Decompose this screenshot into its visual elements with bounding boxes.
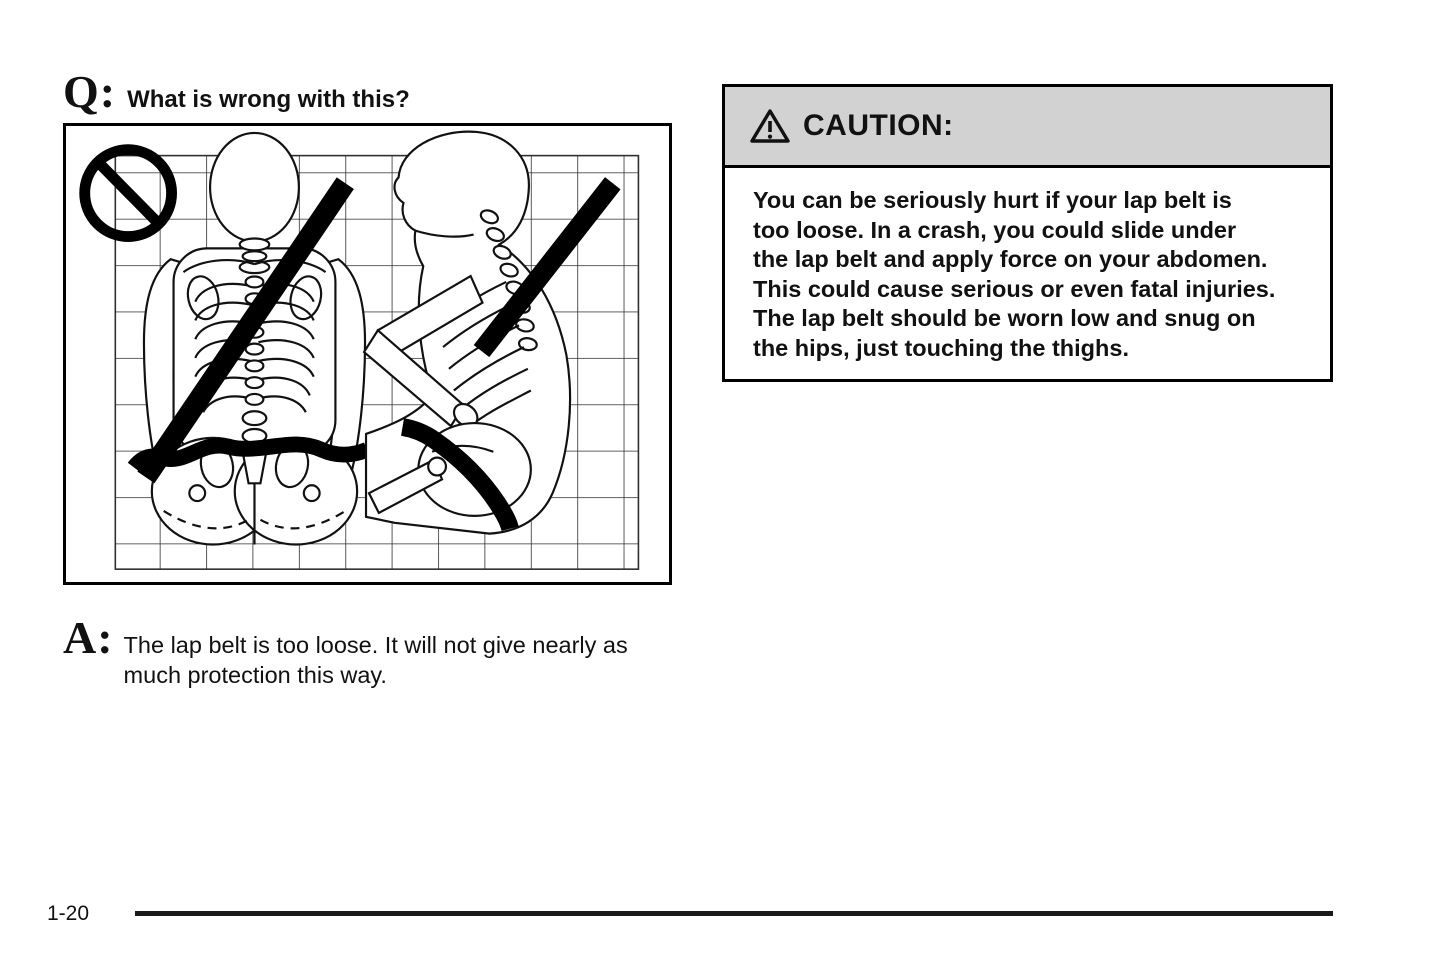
answer-text	[124, 631, 628, 690]
caution-body	[725, 168, 1330, 363]
warning-triangle-icon	[750, 108, 790, 144]
footer-rule	[135, 911, 1333, 916]
question-heading	[63, 66, 410, 117]
question-prefix: Q:	[63, 66, 117, 117]
caution-text-line: This could cause serious or even fatal injuries.	[753, 275, 1276, 302]
seatbelt-illustration-drawing	[66, 126, 669, 582]
answer-text-line: much protection this way.	[123, 661, 387, 688]
caution-text-line: You can be seriously hurt if your lap belt is	[753, 187, 1232, 213]
caution-text-line: too loose. In a crash, you could slide under	[753, 216, 1237, 243]
caution-box	[722, 84, 1333, 382]
seatbelt-illustration	[63, 123, 672, 585]
answer-section	[63, 612, 628, 690]
question-text: What is wrong with this?	[127, 86, 410, 113]
caution-text-line: the lap belt and apply force on your abdomen.	[753, 246, 1268, 272]
caution-text-line: The lap belt should be worn low and snug on	[753, 305, 1256, 331]
caution-title: CAUTION:	[803, 109, 954, 142]
caution-header	[725, 87, 1330, 168]
answer-prefix: A:	[63, 612, 114, 663]
answer-text-line: The lap belt is too loose. It will not give nearly as	[123, 632, 628, 658]
caution-text-line: the hips, just touching the thighs.	[753, 334, 1129, 361]
page-number: 1-20	[47, 902, 90, 925]
